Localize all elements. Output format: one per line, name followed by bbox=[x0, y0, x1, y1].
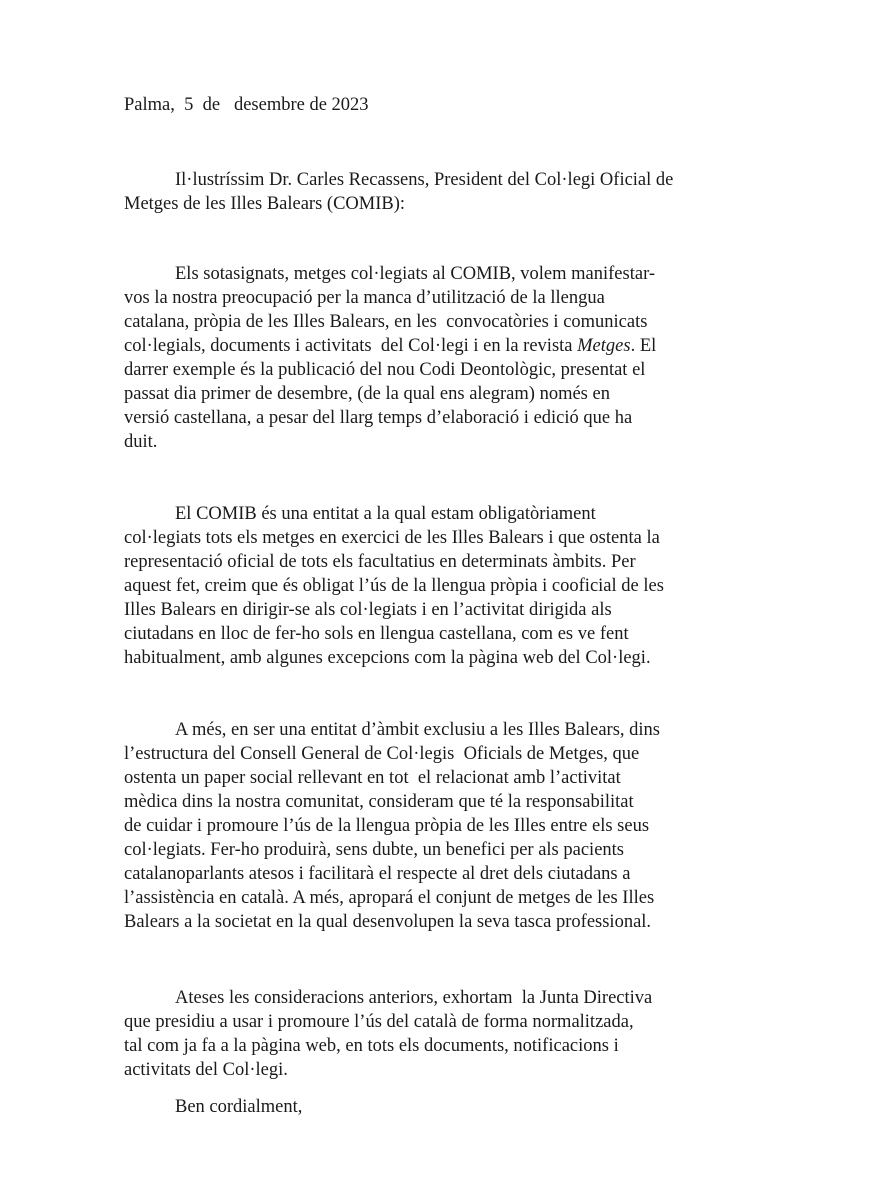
paragraph-text: . El bbox=[630, 336, 657, 356]
paragraph-line: col·legiats. Fer-ho produirà, sens dubte, un benefici per als pacients bbox=[124, 840, 624, 860]
paragraph-line: vos la nostra preocupació per la manca d’utilització de la llengua bbox=[124, 288, 605, 308]
paragraph-line: Els sotasignats, metges col·legiats al COMIB, volem manifestar- bbox=[175, 264, 656, 284]
paragraph-line: Illes Balears en dirigir-se als col·legiats i en l’activitat dirigida als bbox=[124, 600, 612, 620]
paragraph-3 bbox=[124, 718, 749, 934]
paragraph-text: col·legials, documents i activitats del Col·legi i en la revista bbox=[124, 336, 578, 356]
paragraph-line: darrer exemple és la publicació del nou Codi Deontològic, presentat el bbox=[124, 360, 646, 380]
paragraph-line: aquest fet, creim que és obligat l’ús de la llengua pròpia i cooficial de les bbox=[124, 576, 664, 596]
paragraph-line: duit. bbox=[124, 432, 158, 452]
salutation bbox=[124, 168, 749, 216]
paragraph-line: de cuidar i promoure l’ús de la llengua pròpia de les Illes entre els seus bbox=[124, 816, 650, 836]
paragraph-line: versió castellana, a pesar del llarg temps d’elaboració i edició que ha bbox=[124, 408, 633, 428]
paragraph-line: habitualment, amb algunes excepcions com la pàgina web del Col·legi. bbox=[124, 648, 651, 668]
closing: Ben cordialment, bbox=[175, 1097, 303, 1117]
paragraph-line: mèdica dins la nostra comunitat, consideram que té la responsabilitat bbox=[124, 792, 634, 812]
letter-date: Palma, 5 de desembre de 2023 bbox=[124, 95, 369, 115]
salutation-line: Metges de les Illes Balears (COMIB): bbox=[124, 194, 406, 214]
salutation-line: Il·lustríssim Dr. Carles Recassens, President del Col·legi Oficial de bbox=[175, 170, 674, 190]
paragraph-line: ostenta un paper social rellevant en tot el relacionat amb l’activitat bbox=[124, 768, 621, 788]
paragraph-line: catalanoparlants atesos i facilitarà el respecte al dret dels ciutadans a bbox=[124, 864, 631, 884]
paragraph-2 bbox=[124, 502, 749, 670]
magazine-title: Metges bbox=[577, 336, 631, 356]
paragraph-line: A més, en ser una entitat d’àmbit exclusiu a les Illes Balears, dins bbox=[175, 720, 660, 740]
paragraph-line: representació oficial de tots els facultatius en determinats àmbits. Per bbox=[124, 552, 636, 572]
paragraph-line: que presidiu a usar i promoure l’ús del català de forma normalitzada, bbox=[124, 1012, 634, 1032]
paragraph-1 bbox=[124, 262, 749, 454]
paragraph-line: col·legiats tots els metges en exercici de les Illes Balears i que ostenta la bbox=[124, 528, 660, 548]
paragraph-line: ciutadans en lloc de fer-ho sols en llengua castellana, com es ve fent bbox=[124, 624, 629, 644]
paragraph-line: tal com ja fa a la pàgina web, en tots els documents, notificacions i bbox=[124, 1036, 619, 1056]
paragraph-line-with-magazine bbox=[124, 334, 749, 358]
paragraph-line: Balears a la societat en la qual desenvolupen la seva tasca professional. bbox=[124, 912, 652, 932]
paragraph-line: l’estructura del Consell General de Col·legis Oficials de Metges, que bbox=[124, 744, 640, 764]
paragraph-line: l’assistència en català. A més, apropará el conjunt de metges de les Illes bbox=[124, 888, 655, 908]
paragraph-line: Ateses les consideracions anteriors, exhortam la Junta Directiva bbox=[175, 988, 653, 1008]
paragraph-line: El COMIB és una entitat a la qual estam obligatòriament bbox=[175, 504, 596, 524]
paragraph-line: activitats del Col·legi. bbox=[124, 1060, 288, 1080]
paragraph-line: passat dia primer de desembre, (de la qual ens alegram) només en bbox=[124, 384, 610, 404]
paragraph-line: catalana, pròpia de les Illes Balears, en les convocatòries i comunicats bbox=[124, 312, 648, 332]
paragraph-4 bbox=[124, 986, 749, 1082]
